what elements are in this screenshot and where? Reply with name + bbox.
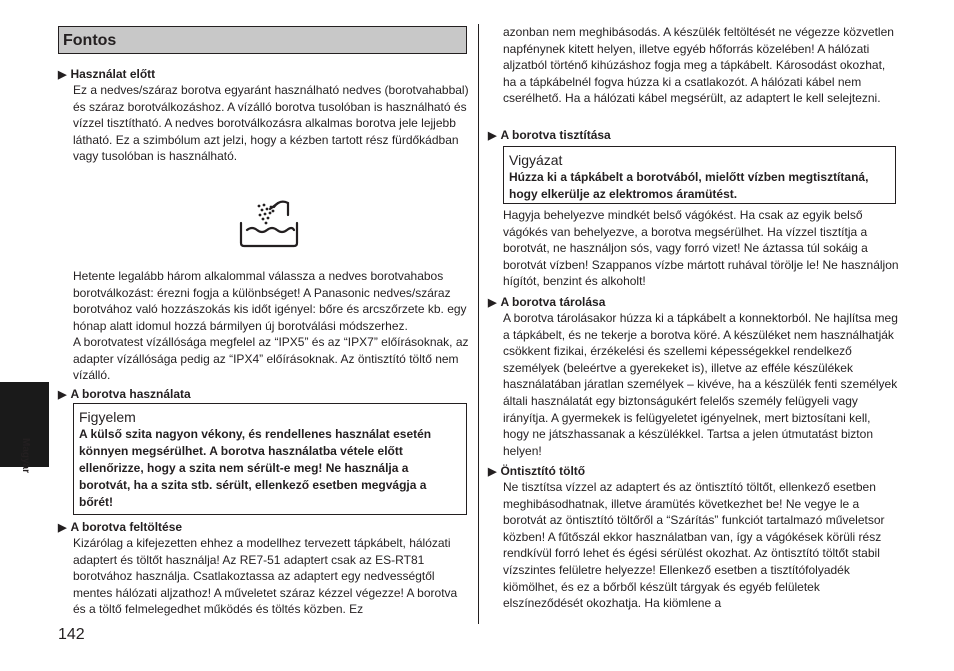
paragraph-wet-shaving: Hetente legalább három alkalommal válassza a nedves borotvahabos borotválkozást: érezni fogja a különbséget! A Panasonic nedves/száraz borotvához való hozzászokás kis időt igényel: bőre és arcszőrzete kb. egy hónap alatt idomul hozzá bármilyen új borotválási módszerhez. <box>73 269 467 333</box>
language-label: Magyar <box>20 438 31 474</box>
shower-bath-icon <box>238 197 300 249</box>
triangle-right-icon: ▶ <box>58 522 67 534</box>
paragraph-charging-continued: azonban nem meghibásodás. A készülék feltöltését ne végezze közvetlen napfénynek kitett helyen, illetve egyéb hőforrás közelében! A hálózati aljzatból történő kihúzáshoz fogja meg a tápkábelt. Károsodást okozhat, ha a tápkábelnél fogva húzza ki a csatlakozót. A hálózati kábel nem cserélhető. Ha a hálózati kábel megsérült, az adaptert le kell selejtezni. <box>503 25 894 106</box>
triangle-right-icon: ▶ <box>488 130 497 142</box>
heading-storage: ▶ A borotva tárolása <box>488 295 606 309</box>
caution-title: Vigyázat <box>509 152 563 168</box>
warning-box-attention <box>73 403 467 515</box>
page-number: 142 <box>58 626 85 643</box>
heading-before-use: ▶ Használat előtt <box>58 67 156 81</box>
paragraph-storage: A borotva tárolásakor húzza ki a tápkábelt a konnektorból. Ne hajlítsa meg a tápkábelt, és ne tekerje a borotva köré. A készüléket nem használhatják csökkent fizikai, érzékelési és szellemi képességekkel rendelkező személyek (beleértve a gyerekeket is), illetve az efféle készülékek használatában járatlan személyek – kivéve, ha a készülék fenti személyek általi használatát egy biztonságukért felelős személy felügyeli vagy irányítja. A gyermekek is felügyeletet igényelnek, mert biztosítani kell, hogy ne játszhassanak a készülékkel. Tartsa a jelen útmutatást bizton helyen! <box>503 311 898 458</box>
warning-text: A külső szita nagyon vékony, és rendellenes használat esetén könnyen megsérülhet. A borotva használatba vétele előtt ellenőrizze, hogy a szita nem sérült-e meg! Ne használja a borotvát, ha a szita stb. sérült, ellenkező esetben megvágja a bőrét! <box>79 427 432 509</box>
triangle-right-icon: ▶ <box>488 466 497 478</box>
heading-self-cleaning-charger: ▶ Öntisztító töltő <box>488 464 586 478</box>
warning-box-caution <box>503 146 896 204</box>
paragraph-water-resistance: A borotvatest vízállósága megfelel az “IPX5” és az “IPX7” előírásoknak, az adapter vízállósága pedig az “IPX4” előírásoknak. Az öntisztító töltő nem vízálló. <box>73 335 469 383</box>
section-title: Fontos <box>63 32 117 49</box>
warning-title: Figyelem <box>79 409 136 425</box>
column-divider <box>478 24 479 624</box>
heading-using-shaver: ▶ A borotva használata <box>58 387 191 401</box>
caution-text: Húzza ki a tápkábelt a borotvából, mielőtt vízben megtisztítaná, hogy elkerülje az elektromos áramütést. <box>509 170 869 201</box>
paragraph-charging: Kizárólag a kifejezetten ehhez a modellhez tervezett tápkábelt, hálózati adaptert és töltőt használja! Az RE7-51 adaptert csak az ES-RT81 borotvához használja. Csatlakoztassa az adaptert egy nedvességtől mentes hálózati aljzathoz! A műveletet száraz kézzel végezze! A borotva és a töltő felmelegedhet működés és töltés közben. Ez <box>73 536 458 617</box>
paragraph-before-use: Ez a nedves/száraz borotva egyaránt használható nedves (borotvahabbal) és száraz borotválkozáshoz. A vízálló borotva tusolóban is használható és vízzel tisztítható. A nedves borotválkozásra alkalmas borotva jele lejjebb látható. Ez a szimbólum azt jelzi, hogy a kézben tartott rész fürdőkádban vagy tusolóban is használható. <box>73 83 469 164</box>
triangle-right-icon: ▶ <box>488 297 497 309</box>
heading-charging: ▶ A borotva feltöltése <box>58 520 183 534</box>
paragraph-cleaning: Hagyja behelyezve mindkét belső vágókést. Ha csak az egyik belső vágókés van behelyezve, a borotva megsérülhet. Ha vízzel tisztítja a borotvát, ne használjon sós, vagy forró vizet! Ne áztassa túl sokáig a borotvát vízben! Szappanos vízbe mártott ruhával törölje le! Ne használjon hígítót, benzint és alkoholt! <box>503 208 899 289</box>
paragraph-self-cleaning-charger: Ne tisztítsa vízzel az adaptert és az öntisztító töltőt, ellenkező esetben meghibásodhatnak, illetve áramütés következhet be! Ne vegye le a borotvát az öntisztító töltőről a “Szárítás” funkciót tartalmazó műveletsor közben! A fűtőszál ekkor használatban van, így a vágókések körüli rész rendkívül forró lehet és égési sérülést okozhat. Az öntisztító töltőt stabil vízszintes felületre helyezze! Ellenkező esetben a tisztítófolyadék kiömölhet, és ez a bőrből készült tárgyak és egyéb felületek elszíneződését okozhatja. Ha kiömlene a <box>503 480 885 611</box>
heading-cleaning: ▶ A borotva tisztítása <box>488 128 611 142</box>
triangle-right-icon: ▶ <box>58 69 67 81</box>
triangle-right-icon: ▶ <box>58 389 67 401</box>
section-title-bar <box>58 26 467 54</box>
